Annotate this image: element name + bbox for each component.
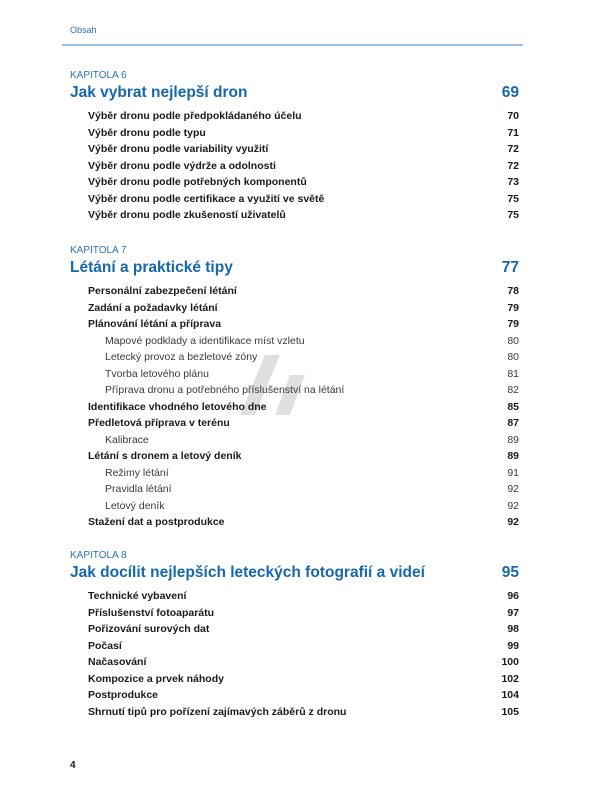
toc-entry-page: 72 <box>507 143 519 155</box>
toc-entry[interactable] <box>70 316 519 333</box>
toc-entry[interactable] <box>70 588 519 605</box>
chapter-entries <box>70 588 519 720</box>
toc-entry-title: Kompozice a prvek náhody <box>88 672 224 685</box>
toc-entry[interactable] <box>70 605 519 622</box>
toc-entry[interactable] <box>70 448 519 465</box>
toc-entry-title: Letecký provoz a bezletové zóny <box>105 351 258 363</box>
toc-entry[interactable] <box>70 621 519 638</box>
chapter-entries <box>70 108 519 224</box>
toc-entry-page: 91 <box>507 466 519 479</box>
chapter-title-row[interactable] <box>70 83 519 103</box>
toc-entry-title: Výběr dronu podle předpokládaného účelu <box>88 110 302 122</box>
chapter-title-row[interactable] <box>70 258 519 278</box>
toc-entry-page: 97 <box>507 606 519 619</box>
toc-entry-title: Tvorba letového plánu <box>105 367 209 380</box>
toc-entry-page: 82 <box>507 384 519 396</box>
running-header: Obsah <box>70 25 97 35</box>
toc-entry-title: Mapové podklady a identifikace míst vzletu <box>105 334 305 347</box>
toc-subentry[interactable] <box>70 366 519 383</box>
chapter-entries <box>70 283 519 531</box>
toc-entry-title: Personální zabezpečení létání <box>88 285 237 297</box>
toc-entry[interactable] <box>70 687 519 704</box>
toc-entry[interactable] <box>70 141 519 158</box>
toc-subentry[interactable] <box>70 465 519 482</box>
toc-entry[interactable] <box>70 654 519 671</box>
toc-entry-page: 89 <box>507 433 519 446</box>
toc-entry-page: 100 <box>501 656 519 668</box>
toc-entry-page: 71 <box>507 126 519 139</box>
toc-entry-title: Výběr dronu podle certifikace a využití ve světě <box>88 192 325 205</box>
toc-entry-page: 92 <box>507 499 519 512</box>
toc-entry-title: Identifikace vhodného letového dne <box>88 400 267 413</box>
chapter-6 <box>70 70 519 224</box>
chapter-page: 77 <box>501 259 519 276</box>
page-number: 4 <box>70 760 76 771</box>
toc-entry[interactable] <box>70 125 519 142</box>
chapter-page: 95 <box>501 564 519 581</box>
toc-entry-page: 87 <box>507 417 519 429</box>
toc-entry-title: Plánování létání a příprava <box>88 318 222 330</box>
toc-entry-title: Příprava dronu a potřebného příslušenství na létání <box>105 384 345 396</box>
toc-entry-page: 78 <box>507 285 519 297</box>
toc-entry-page: 102 <box>501 672 519 685</box>
toc-subentry[interactable] <box>70 349 519 366</box>
toc-entry-title: Výběr dronu podle výdrže a odolnosti <box>88 159 276 172</box>
toc-entry-title: Výběr dronu podle typu <box>88 126 206 139</box>
toc-entry-page: 70 <box>507 110 519 122</box>
chapter-label: KAPITOLA 6 <box>70 70 127 81</box>
toc-subentry[interactable] <box>70 333 519 350</box>
toc-entry-page: 104 <box>501 689 519 701</box>
chapter-label: KAPITOLA 7 <box>70 245 127 256</box>
toc-entry-page: 75 <box>507 192 519 205</box>
toc-entry-title: Postprodukce <box>88 689 159 701</box>
toc-entry-page: 73 <box>507 176 519 188</box>
toc-entry-page: 72 <box>507 159 519 172</box>
toc-entry[interactable] <box>70 704 519 721</box>
toc-entry[interactable] <box>70 300 519 317</box>
toc-entry-page: 81 <box>507 367 519 380</box>
toc-entry[interactable] <box>70 415 519 432</box>
toc-entry-page: 98 <box>507 623 519 635</box>
toc-entry-title: Načasování <box>88 656 147 668</box>
toc-entry-title: Zadání a požadavky létání <box>88 301 218 314</box>
toc-entry-title: Počasí <box>88 639 122 652</box>
toc-entry-title: Předletová příprava v terénu <box>88 417 230 429</box>
toc-entry-title: Příslušenství fotoaparátu <box>88 606 215 619</box>
toc-entry-title: Kalibrace <box>105 433 149 446</box>
chapter-label: KAPITOLA 8 <box>70 550 127 561</box>
chapter-7 <box>70 245 519 531</box>
chapter-title-row[interactable] <box>70 563 519 583</box>
chapter-8 <box>70 550 519 720</box>
toc-subentry[interactable] <box>70 481 519 498</box>
toc-entry-page: 80 <box>507 351 519 363</box>
toc-entry-title: Režimy létání <box>105 466 169 479</box>
toc-entry-title: Výběr dronu podle zkušeností uživatelů <box>88 209 286 221</box>
toc-entry-title: Pravidla létání <box>105 483 172 495</box>
toc-subentry[interactable] <box>70 432 519 449</box>
toc-entry[interactable] <box>70 399 519 416</box>
toc-entry-page: 79 <box>507 301 519 314</box>
header-rule <box>62 44 523 46</box>
toc-entry[interactable] <box>70 174 519 191</box>
toc-entry-title: Létání s dronem a letový deník <box>88 450 242 462</box>
toc-entry[interactable] <box>70 638 519 655</box>
toc-entry-page: 79 <box>507 318 519 330</box>
toc-entry-page: 96 <box>507 590 519 602</box>
toc-entry[interactable] <box>70 207 519 224</box>
toc-entry-page: 92 <box>507 516 519 528</box>
toc-entry-title: Výběr dronu podle potřebných komponentů <box>88 176 307 188</box>
toc-entry-page: 75 <box>507 209 519 221</box>
chapter-page: 69 <box>501 84 519 101</box>
chapter-title: Létání a praktické tipy <box>70 259 233 276</box>
toc-entry[interactable] <box>70 108 519 125</box>
toc-entry-page: 85 <box>507 400 519 413</box>
chapter-title: Jak vybrat nejlepší dron <box>70 84 248 101</box>
toc-entry[interactable] <box>70 191 519 208</box>
toc-entry-page: 92 <box>507 483 519 495</box>
toc-subentry[interactable] <box>70 382 519 399</box>
toc-entry-title: Výběr dronu podle variability využití <box>88 143 269 155</box>
toc-entry[interactable] <box>70 283 519 300</box>
toc-entry-page: 99 <box>507 639 519 652</box>
toc-subentry[interactable] <box>70 498 519 515</box>
toc-entry-title: Pořizování surových dat <box>88 623 210 635</box>
toc-entry[interactable] <box>70 158 519 175</box>
chapter-title: Jak docílit nejlepších leteckých fotografií a videí <box>70 564 425 581</box>
toc-entry-title: Technické vybavení <box>88 590 187 602</box>
toc-entry-title: Shrnutí tipů pro pořízení zajímavých záběrů z dronu <box>88 705 347 718</box>
toc-entry-page: 89 <box>507 450 519 462</box>
toc-entry-title: Stažení dat a postprodukce <box>88 516 225 528</box>
toc-entry[interactable] <box>70 671 519 688</box>
toc-entry[interactable] <box>70 514 519 531</box>
toc-entry-page: 105 <box>501 705 519 718</box>
toc-entry-page: 80 <box>507 334 519 347</box>
toc-entry-title: Letový deník <box>105 499 165 512</box>
